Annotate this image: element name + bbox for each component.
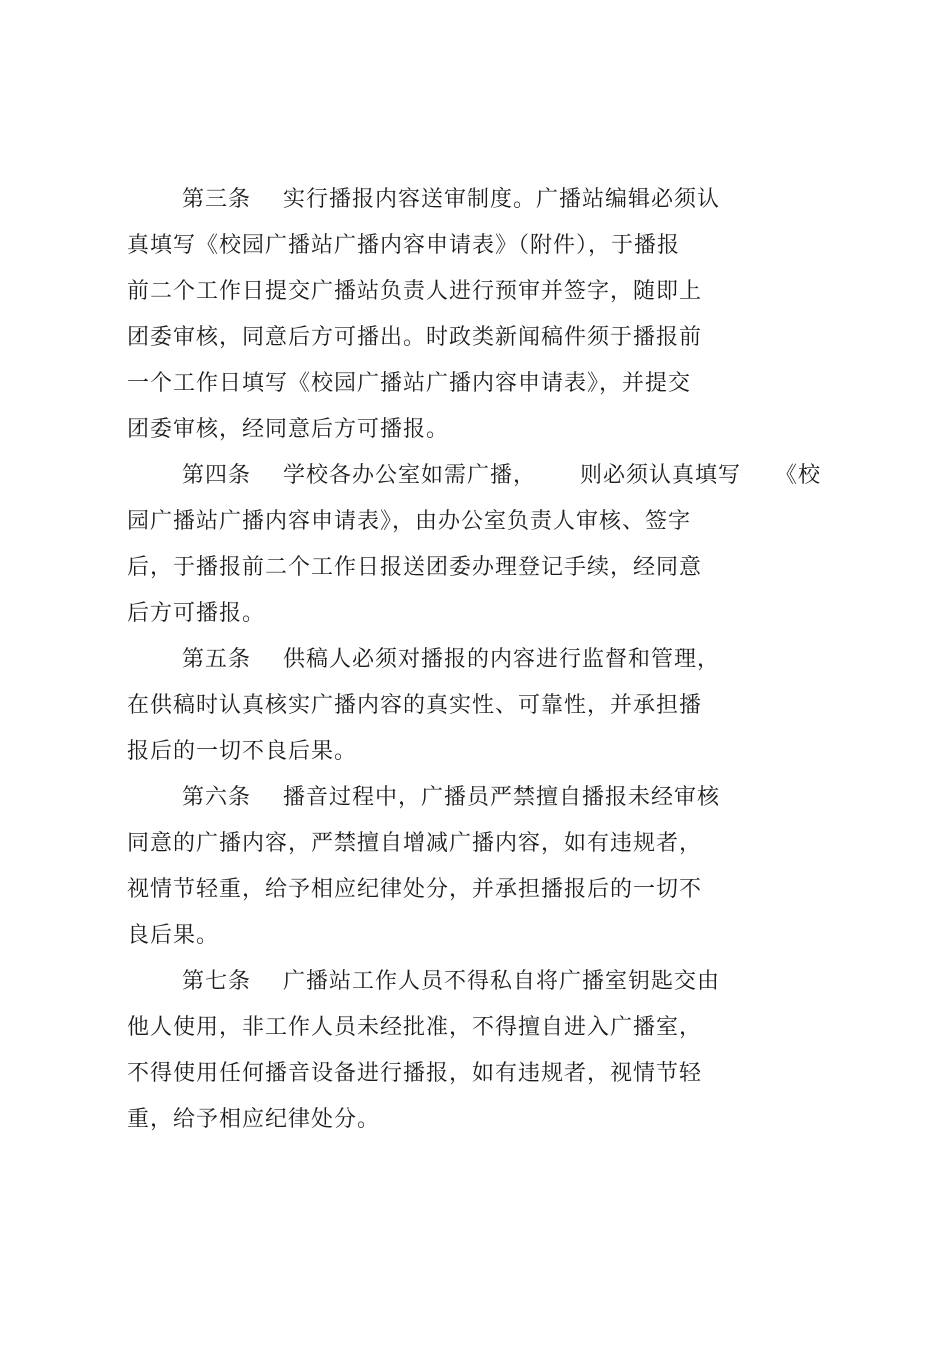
article-3-text-line-1: 实行播报内容送审制度。广播站编辑必须认 (283, 187, 721, 212)
article-4-text-part-2: 则必须认真填写 (580, 463, 742, 488)
article-7-text-line-3: 不得使用任何播音设备进行播报，如有违规者，视情节轻 (127, 1061, 703, 1086)
article-7-label: 第七条 (182, 969, 252, 994)
article-3-text-line-4: 团委审核，同意后方可播出。时政类新闻稿件须于播报前 (127, 325, 703, 350)
article-4-text-line-4: 后方可播报。 (127, 601, 266, 626)
article-3-text-line-3: 前二个工作日提交广播站负责人进行预审并签字，随即上 (127, 279, 703, 304)
article-7-text-line-2: 他人使用，非工作人员未经批准，不得擅自进入广播室， (127, 1015, 703, 1040)
article-6-label: 第六条 (182, 785, 252, 810)
article-4-first-line (182, 462, 821, 490)
article-6-first-line (182, 784, 720, 812)
article-6-text-line-4: 良后果。 (127, 923, 220, 948)
article-3-text-line-5: 一个工作日填写《校园广播站广播内容申请表》，并提交 (127, 371, 692, 396)
article-3-text-line-2: 真填写《校园广播站广播内容申请表》（附件），于播报 (127, 233, 681, 258)
article-5-first-line (182, 646, 720, 674)
article-5-text-line-3: 报后的一切不良后果。 (127, 739, 358, 764)
article-5-label: 第五条 (182, 647, 252, 672)
article-4-text-line-2: 园广播站广播内容申请表》，由办公室负责人审核、签字 (127, 509, 692, 534)
article-7-first-line (182, 968, 720, 996)
article-6-text-line-2: 同意的广播内容，严禁擅自增减广播内容，如有违规者， (127, 831, 703, 856)
article-4-text-part-1: 学校各办公室如需广播， (283, 463, 537, 488)
article-6-text-line-1: 播音过程中，广播员严禁擅自播报未经审核 (283, 785, 721, 810)
article-6-text-line-3: 视情节轻重，给予相应纪律处分，并承担播报后的一切不 (127, 877, 703, 902)
article-7-text-line-1: 广播站工作人员不得私自将广播室钥匙交由 (283, 969, 721, 994)
article-4-label: 第四条 (182, 463, 252, 488)
article-7-text-line-4: 重，给予相应纪律处分。 (127, 1107, 381, 1132)
article-3-label: 第三条 (182, 187, 252, 212)
article-4-text-line-3: 后，于播报前二个工作日报送团委办理登记手续，经同意 (127, 555, 703, 580)
article-3-text-line-6: 团委审核，经同意后方可播报。 (127, 417, 450, 442)
article-4-text-part-3: 《校 (775, 463, 822, 488)
article-5-text-line-2: 在供稿时认真核实广播内容的真实性、可靠性，并承担播 (127, 693, 703, 718)
article-5-text-line-1: 供稿人必须对播报的内容进行监督和管理， (283, 647, 721, 672)
article-3-first-line (182, 186, 720, 214)
